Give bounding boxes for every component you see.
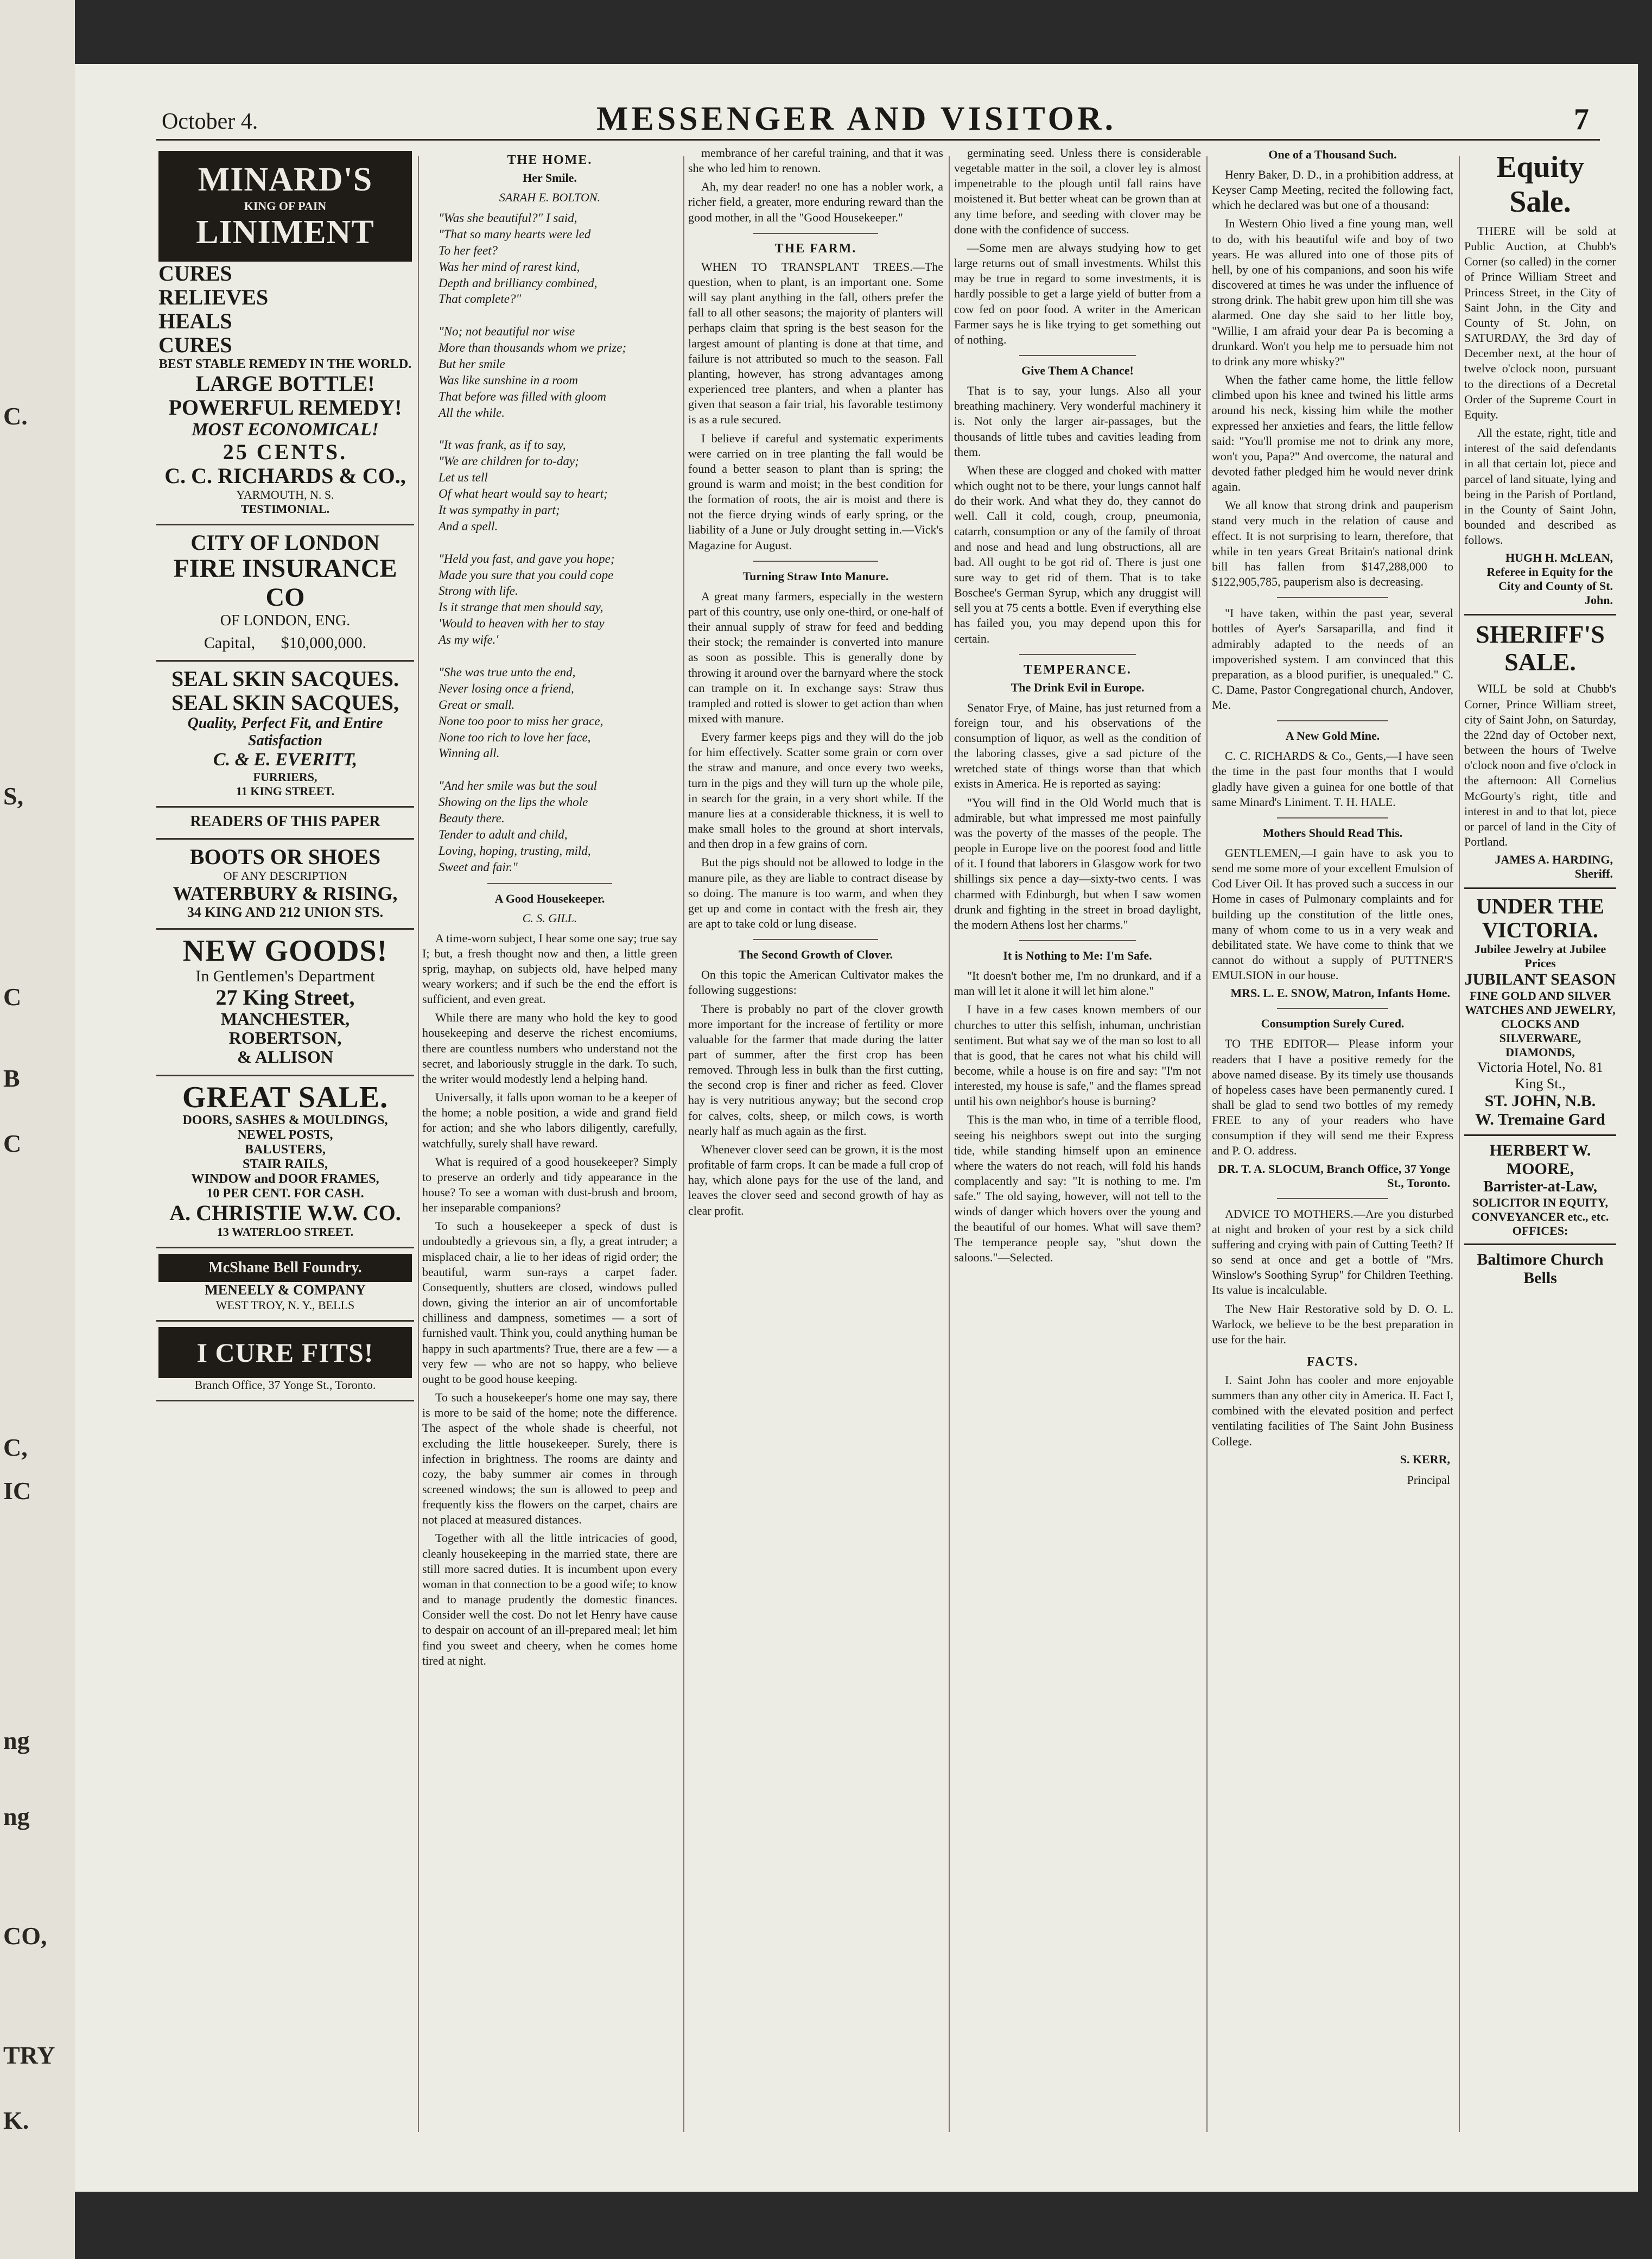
- article-title: Mothers Should Read This.: [1262, 826, 1403, 840]
- article-paragraph: Whenever clover seed can be grown, it is the most profitable of farm crops. It can be made a full crop of hay, which alone pays for the use of the land, and leaves the clover seed and second growth of hay as clear profit.: [688, 1142, 943, 1217]
- article-title: Consumption Surely Cured.: [1261, 1017, 1405, 1031]
- article-paragraph: "It doesn't bother me, I'm no drunkard, and if a man will let it alone it will let him alone.": [954, 969, 1201, 998]
- divider: [1277, 720, 1388, 721]
- masthead: [75, 64, 1638, 137]
- poem-title: Her Smile.: [523, 171, 577, 185]
- article-title: Turning Straw Into Manure.: [742, 569, 889, 583]
- prev-page-fragment: C,: [3, 1433, 28, 1461]
- divider: [753, 233, 878, 234]
- column-divider: [1459, 156, 1460, 2132]
- advertisement-column: [156, 145, 414, 2143]
- divider: [1277, 1198, 1388, 1199]
- article-paragraph: In Western Ohio lived a fine young man, well to do, with his beautiful wife and boy of two years. He was allured into one of those pits of hell, by one of his companions, and soon his wife discovered at times he was under the influence of strong drink. The habit grew upon him till she was alarmed. One day she said to her little boy, "Willie, I am afraid your dear Pa is becoming a drunkard. Won't you help me to persuade him not to drink any more whisky?": [1212, 217, 1453, 368]
- article-paragraph: Together with all the little intricacies of good, cleanly housekeeping in the married state, there are still more sacred duties. It is incumbent upon every woman in that connection to be a good wife; to know and to manage prudently the domestic finances. Consider well the cost. Do not let Henry have cause to despair on account of an ill-prepared meal; let him find you sweet and cheery, when he comes home tired at night.: [422, 1531, 677, 1667]
- divider: [1277, 597, 1388, 598]
- poem-author: SARAH E. BOLTON.: [499, 191, 601, 204]
- minards-logo: MINARD'S KING OF PAIN LINIMENT: [158, 151, 412, 262]
- prev-page-fragment: S,: [3, 782, 24, 810]
- article-paragraph: To such a housekeeper a speck of dust is undoubtedly a grievous sin, a fly, a great intruder; a misplaced chair, a lie to her ideas of rigid order; the beautiful, warm sun-rays a carpet fader. Consequently, shutters are closed, windows pulled down, giving the interior an air of uncomfortable chilliness and dampness, sometimes — a sort of furnished vault. Think you, could anything human be happy in such apartments? True, there are a few — a very few — who are not so happy, who believe ought to be good house keeping.: [422, 1219, 677, 1386]
- column-divider: [683, 156, 684, 2132]
- article-paragraph: The New Hair Restorative sold by D. O. L. Warlock, we believe to be the best preparation in use for the hair.: [1212, 1302, 1453, 1346]
- baltimore-bells-ad: Baltimore Church Bells: [1464, 1243, 1616, 1293]
- article-paragraph: On this topic the American Cultivator makes the following suggestions:: [688, 968, 943, 997]
- notices-column: [1212, 145, 1453, 2143]
- article-paragraph: Senator Frye, of Maine, has just returned from a foreign tour, and his observations of the consumption of liquor, as well as the condition of the laboring classes, give a sad picture of the wretched state of things worse than that which exists in America. He is reported as saying:: [954, 700, 1201, 791]
- city-of-london-insurance-ad: CITY OF LONDON FIRE INSURANCE CO OF LONDON, ENG. Capital, $10,000,000.: [156, 525, 414, 662]
- article-title: The Drink Evil in Europe.: [1011, 680, 1145, 694]
- signature: MRS. L. E. SNOW, Matron, Infants Home.: [1230, 986, 1450, 1000]
- article-paragraph: This is the man who, in time of a terrible flood, seeing his neighbors swept out into the surging tide, while standing himself upon an eminence where the waters do not reach, will fold his hands complacently and say: "It is nothing to me. I'm safe." The old saying, however, will not tell to the winds of danger which hovers over the young and the beautiful of our homes. What will save them? The temperance people say, "shut down the saloons."—Selected.: [954, 1113, 1201, 1264]
- article-paragraph: When these are clogged and choked with matter which ought not to be there, your lungs cannot half do their work. And what they do, they cannot do well. Call it cold, cough, croup, pneumonia, catarrh, consumption or any of the family of throat and nose and head and lung obstructions, all are bad. All ought to be got rid of. There is just one sure way to get rid of them. That is to take Boschee's German Syrup, which any druggist will sell you at 75 cents a bottle. Even if everything else has failed you, you may depend upon this for certain.: [954, 463, 1201, 645]
- great-sale-ad: GREAT SALE. DOORS, SASHES & MOULDINGS, NEWEL POSTS, BALUSTERS, STAIR RAILS, WINDOW and DOOR FRAMES, 10 PER CENT. FOR CASH. A. CHRISTIE W.W. CO. 13 WATERLOO STREET.: [156, 1076, 414, 1249]
- article-paragraph: Ah, my dear reader! no one has a nobler work, a richer field, a greater, more enduring reward than the good mother, in all the "Good Housekeeper.": [688, 180, 943, 224]
- article-paragraph: What is required of a good housekeeper? Simply to preserve an orderly and tidy appearance in the house? To see a woman with dust-brush and broom, her inseparable companions?: [422, 1154, 677, 1215]
- divider: [487, 883, 612, 884]
- signature: JAMES A. HARDING, Sheriff.: [1495, 853, 1613, 881]
- prev-page-fragment: CO,: [3, 1922, 47, 1950]
- prev-page-fragment: IC: [3, 1477, 31, 1505]
- article-paragraph: GENTLEMEN,—I gain have to ask you to send me some more of your excellent Emulsion of Cod Liver Oil. It has proved such a success in our Home in cases of Pulmonary complaints and for building up the constitution of the little ones, many of whom come to us in a very weak and debilitated state. We have come to think that we cannot do without a supply of PUTTNER'S EMULSION in our house.: [1212, 846, 1453, 982]
- article-title: A Good Housekeeper.: [494, 891, 605, 905]
- temperance-column: [954, 145, 1201, 2143]
- herbert-moore-ad: HERBERT W. MOORE, Barrister-at-Law, SOLICITOR IN EQUITY, CONVEYANCER etc., etc. OFFICES:: [1464, 1134, 1616, 1243]
- divider: [1277, 817, 1388, 818]
- readers-notice: READERS OF THIS PAPER: [156, 808, 414, 840]
- article-paragraph: While there are many who hold the key to good housekeeping and deserve the richest encomiums, there are countless numbers who understand not the secret, and laboriously struggle in the dark. To such, the writer would modestly lend a helping hand.: [422, 1011, 677, 1086]
- divider: [753, 561, 878, 562]
- masthead-rule: [156, 139, 1600, 141]
- seal-skin-sacques-ad: SEAL SKIN SACQUES. SEAL SKIN SACQUES, Quality, Perfect Fit, and Entire Satisfaction C. & E. EVERITT, FURRIERS, 11 KING STREET.: [156, 662, 414, 808]
- divider: [1019, 654, 1136, 655]
- signature-title: Principal: [1407, 1473, 1450, 1487]
- column-divider: [418, 156, 419, 2132]
- boots-shoes-ad: BOOTS OR SHOES OF ANY DESCRIPTION WATERBURY & RISING, 34 KING AND 212 UNION STS.: [156, 840, 414, 930]
- article-title: The Second Growth of Clover.: [738, 948, 893, 962]
- legal-paragraph: All the estate, right, title and interest of the said defendants in all that certain lot, piece and parcel of land situate, lying and being in the Parish of Portland, in the County of Saint John, bounded and described as follows.: [1464, 426, 1616, 547]
- article-author: C. S. GILL.: [522, 911, 577, 925]
- article-paragraph: TO THE EDITOR— Please inform your readers that I have a positive remedy for the above named disease. By its timely use thousands of hopeless cases have been permanently cured. I shall be glad to send two bottles of my remedy FREE to any of your readers who have consumption if they will send me their Express and P. O. address.: [1212, 1037, 1453, 1158]
- article-title: Give Them A Chance!: [1021, 364, 1134, 378]
- article-paragraph: WHEN TO TRANSPLANT TREES.—The question, when to plant, is an important one. Some will say plant anything in the fall, others prefer the fall to all other seasons; the majority of planters will perhaps claim that spring is the best season for the largest amount of planting is done at that time, and failure is not attributed so much to the season. Fall planting, however, has strong advantages among experienced tree planters, and when a planter has given that season a fair trial, his favorable testimony is as a rule secured.: [688, 259, 943, 427]
- article-paragraph: To such a housekeeper's home one may say, there is more to be said of the home; note the difference. The aspect of the whole shade is cheerful, not excluding the little housekeeper. Surely, there is infection in brightness. The rooms are dainty and cozy, the baby summer air comes in through screened windows; the sun is allowed to peep and frequently kiss the flowers on the carpet, chairs are not placed at measured distances.: [422, 1391, 677, 1527]
- divider: [1019, 355, 1136, 356]
- previous-page-edge: [0, 0, 75, 2259]
- article-paragraph: We all know that strong drink and pauperism stand very much in the relation of cause and effect. It is not surprising to learn, therefore, that while in ten years Great Britain's national drink bill has fallen from $147,288,000 to $122,905,785, pauperism also is decreasing.: [1212, 498, 1453, 589]
- article-paragraph: I believe if careful and systematic experiments were carried on in tree planting the fall would be found a better season to plant than is spring; the ground is warm and moist; in the best condition for the formation of roots, the air is moist and there is not the fierce drying winds of early spring, or the liability of a June or July drought setting in.—Vick's Magazine for August.: [688, 431, 943, 552]
- sheriff-sale-ad: SHERIFF'S SALE.: [1464, 614, 1616, 681]
- column-divider: [949, 156, 950, 2132]
- new-goods-ad: NEW GOODS! In Gentlemen's Department 27 King Street, MANCHESTER, ROBERTSON, & ALLISON: [156, 930, 414, 1076]
- newspaper-page: [75, 64, 1638, 2192]
- article-paragraph: When the father came home, the little fellow climbed upon his knee and twined his little arms around his neck, kissing him while the mother expressed her anxieties and fears, the little fellow said: "You'll promise me not to drink any more, won't you, Papa?" And overcome, the natural and devoted father pledged him he would never drink again.: [1212, 373, 1453, 494]
- farm-column: [688, 145, 943, 2143]
- prev-page-fragment: ng: [3, 1727, 30, 1754]
- column-divider: [1206, 156, 1208, 2132]
- prev-page-fragment: C.: [3, 402, 28, 430]
- victoria-jewelry-ad: UNDER THE VICTORIA. Jubilee Jewelry at Jubilee Prices JUBILANT SEASON FINE GOLD AND SILVER WATCHES AND JEWELRY, CLOCKS AND SILVERWARE, DIAMONDS, Victoria Hotel, No. 81 King St., ST. JOHN, N.B. W. Tremaine Gard: [1464, 887, 1616, 1134]
- poem-text: "Was she beautiful?" I said, "That so many hearts were led To her feet? Was her mind of rarest kind, Depth and brilliancy combined, That complete?" "No; not beautiful nor wise More than thousands whom we prize; But her smile Was like sunshine in a room That before was filled with gloom All the while. "It was frank, as if to say, "We are children for to-day; Let us tell Of what heart would say to heart; It was sympathy in part; And a spell. "Held you fast, and gave you hope; Made you sure that you could cope Strong with life. Is it strange that men should say, 'Would to heaven with her to stay As my wife.' "She was true unto the end, Never losing once a friend, Great or small. None too poor to miss her grace, None too rich to love her face, Winning all. "And her smile was but the soul Showing on the lips the whole Beauty there. Tender to adult and child, Loving, hoping, trusting, mild, Sweet and fair.": [439, 211, 627, 874]
- signature: S. KERR,: [1400, 1452, 1450, 1466]
- article-paragraph: ADVICE TO MOTHERS.—Are you disturbed at night and broken of your rest by a sick child suffering and crying with pain of Cutting Teeth? If so send at once and get a bottle of "Mrs. Winslow's Soothing Syrup" for Children Teething. Its value is incalculable.: [1212, 1207, 1453, 1297]
- section-heading: FACTS.: [1307, 1355, 1358, 1369]
- prev-page-fragment: TRY: [3, 2041, 55, 2069]
- prev-page-fragment: K.: [3, 2106, 29, 2134]
- article-paragraph: —Some men are always studying how to get large returns out of small investments. Whilst this may be true in regard to some investments, it is hardly possible to get a large yield of butter from a cow fed on poor food. A writer in the American Farmer says he is like trying to get something out of nothing.: [954, 240, 1201, 346]
- prev-page-fragment: B: [3, 1064, 20, 1092]
- newspaper-title: MESSENGER AND VISITOR.: [596, 100, 1117, 137]
- article-paragraph: C. C. RICHARDS & Co., Gents,—I have seen the time in the past four months that I would gladly have given a guinea for one bottle of that same Minard's Liniment. T. H. HALE.: [1212, 749, 1453, 809]
- signature: DR. T. A. SLOCUM, Branch Office, 37 Yonge St., Toronto.: [1218, 1162, 1450, 1190]
- section-heading: THE FARM.: [774, 241, 857, 256]
- issue-date: October 4.: [162, 109, 258, 134]
- bell-foundry-ad: McShane Bell Foundry. MENEELY & COMPANY WEST TROY, N. Y., BELLS: [156, 1248, 414, 1322]
- divider: [753, 939, 878, 940]
- home-column: [422, 145, 677, 2143]
- article-paragraph: germinating seed. Unless there is considerable vegetable matter in the soil, a clover ley is almost impenetrable to the plough until fall rains have moistened it. But better wheat can be grown than at any time before, and seeding with clover may be done with the confidence of success.: [954, 146, 1201, 236]
- legal-paragraph: WILL be sold at Chubb's Corner, Prince William street, city of Saint John, on Saturday, the 22nd day of October next, between the hours of Twelve o'clock noon and five o'clock in the afternoon: All Cornelius McGourty's right, title and interest in and to that lot, piece or parcel of land in the City of Portland.: [1464, 682, 1616, 849]
- divider: [1277, 1008, 1388, 1009]
- article-paragraph: A time-worn subject, I hear some one say; true say I; but, a fresh thought now and then, a little green sprig, mayhap, on subjects old, have helped many weary workers; and if such be the end the effort is sufficient, and even great.: [422, 931, 677, 1006]
- signature: HUGH H. McLEAN, Referee in Equity for the City and County of St. John.: [1486, 551, 1613, 607]
- article-paragraph: I. Saint John has cooler and more enjoyable summers than any other city in America. II. Fact I, combined with the elevated position and perfect ventilating facilities of The Saint John Business College.: [1212, 1373, 1453, 1448]
- article-paragraph: Every farmer keeps pigs and they will do the job for him effectively. Scatter some grain or corn over the straw and manure, and once every two weeks, turn in the pigs and they will turn up the whole pile, in search for the grain, in a very short while. If the manure lies at a considerable thickness, it is well to make small holes to the ground at short intervals, and then drop in a few grains of corn.: [688, 730, 943, 851]
- equity-sale-heading: Equity Sale.: [1496, 150, 1584, 219]
- testimonial-paragraph: "I have taken, within the past year, several bottles of Ayer's Sarsaparilla, and find it admirably adapted to the needs of an impoverished system. I am convinced that this preparation, as a blood purifier, is unequaled." C. C. Dame, Pastor Congregational church, Andover, Me.: [1212, 606, 1453, 712]
- article-paragraph: membrance of her careful training, and that it was she who led him to renown.: [688, 146, 943, 175]
- article-paragraph: Universally, it falls upon woman to be a keeper of the home; a noble position, a wide and grand field for action; and she who labors diligently, carefully, watchfully, surely shall have reward.: [422, 1090, 677, 1150]
- article-title: It is Nothing to Me: I'm Safe.: [1003, 949, 1152, 963]
- article-title: One of a Thousand Such.: [1268, 148, 1397, 161]
- page-number: 7: [1574, 103, 1589, 136]
- legal-paragraph: THERE will be sold at Public Auction, at Chubb's Corner (so called) in the corner of Prince William Street and Princess Street, in the City of Saint John, in the City and County of St. John, on SATURDAY, the 3rd day of December next, at the hour of twelve o'clock noon, pursuant to the directions of a Decretal Order of the Supreme Court in Equity.: [1464, 224, 1616, 421]
- article-paragraph: There is probably no part of the clover growth more important for the increase of fertility or more valuable for the farmer that made during the latter part of summer, after the first crop has been removed. Through less in bulk than the first cutting, the second crop is finer and richer as feed. Clover hay is very nutritious anyway; but the second crop for calves, colts, sheep, or milch cows, is worth nearly half as much again as the first.: [688, 1001, 943, 1138]
- section-heading: THE HOME.: [507, 153, 593, 167]
- article-paragraph: "You will find in the Old World much that is admirable, but what impressed me most painfully was the poverty of the masses of the people. The people in Europe live on the poorest food and little of it. I found that laborers in Glasgow work for two shillings six pence a day—sixty-two cents. I was charmed with Edinburgh, but when I saw women drunk and fighting in the street in broad daylight, the modern Athens lost her charms.": [954, 795, 1201, 931]
- article-paragraph: But the pigs should not be allowed to lodge in the manure pile, as they are liable to contract disease by so doing. The manure is too warm, and when they get up and come in contact with the fresh air, they are apt to take cold or lung disease.: [688, 855, 943, 931]
- prev-page-fragment: C: [3, 983, 22, 1011]
- article-paragraph: That is to say, your lungs. Also all your breathing machinery. Very wonderful machinery it is. Not only the larger air-passages, but the thousands of little tubes and cavities leading from them.: [954, 384, 1201, 459]
- prev-page-fragment: C: [3, 1130, 22, 1157]
- legal-ads-column: [1464, 145, 1616, 2143]
- article-paragraph: A great many farmers, especially in the western part of this country, use only one-third, or one-half of their annual supply of straw for feed and bedding their stock; the remainder is converted into manure as soon as possible. This is generally done by throwing it around over the barnyard where the stock can trample on it. In exchange says: Straw thus trampled and rotted is slower to get action than when mixed with manure.: [688, 589, 943, 725]
- divider: [1019, 940, 1136, 941]
- section-heading: TEMPERANCE.: [1024, 662, 1132, 677]
- cure-fits-ad: I CURE FITS! Branch Office, 37 Yonge St., Toronto.: [156, 1322, 414, 1401]
- article-paragraph: Henry Baker, D. D., in a prohibition address, at Keyser Camp Meeting, recited the following fact, which he declared was but one of a thousand:: [1212, 168, 1453, 212]
- article-paragraph: I have in a few cases known members of our churches to utter this selfish, inhuman, unchristian sentiment. But what say we of the man so lost to all that is good, that he cares not what his child will become, while a house is on fire and say: "I'm not interested, my house is safe," and the flames spread until his own neighbor's house is burning?: [954, 1002, 1201, 1108]
- minards-liniment-ad: MINARD'S KING OF PAIN LINIMENT CURES RELIEVES HEALS CURES BEST STABLE REMEDY IN THE WORLD. LARGE BOTTLE! POWERFUL REMEDY! MOST ECONOMICAL! 25 CENTS. C. C. RICHARDS & CO., YARMOUTH, N. S. TESTIMONIAL.: [156, 145, 414, 525]
- article-title: A New Gold Mine.: [1285, 729, 1380, 743]
- prev-page-fragment: ng: [3, 1803, 30, 1830]
